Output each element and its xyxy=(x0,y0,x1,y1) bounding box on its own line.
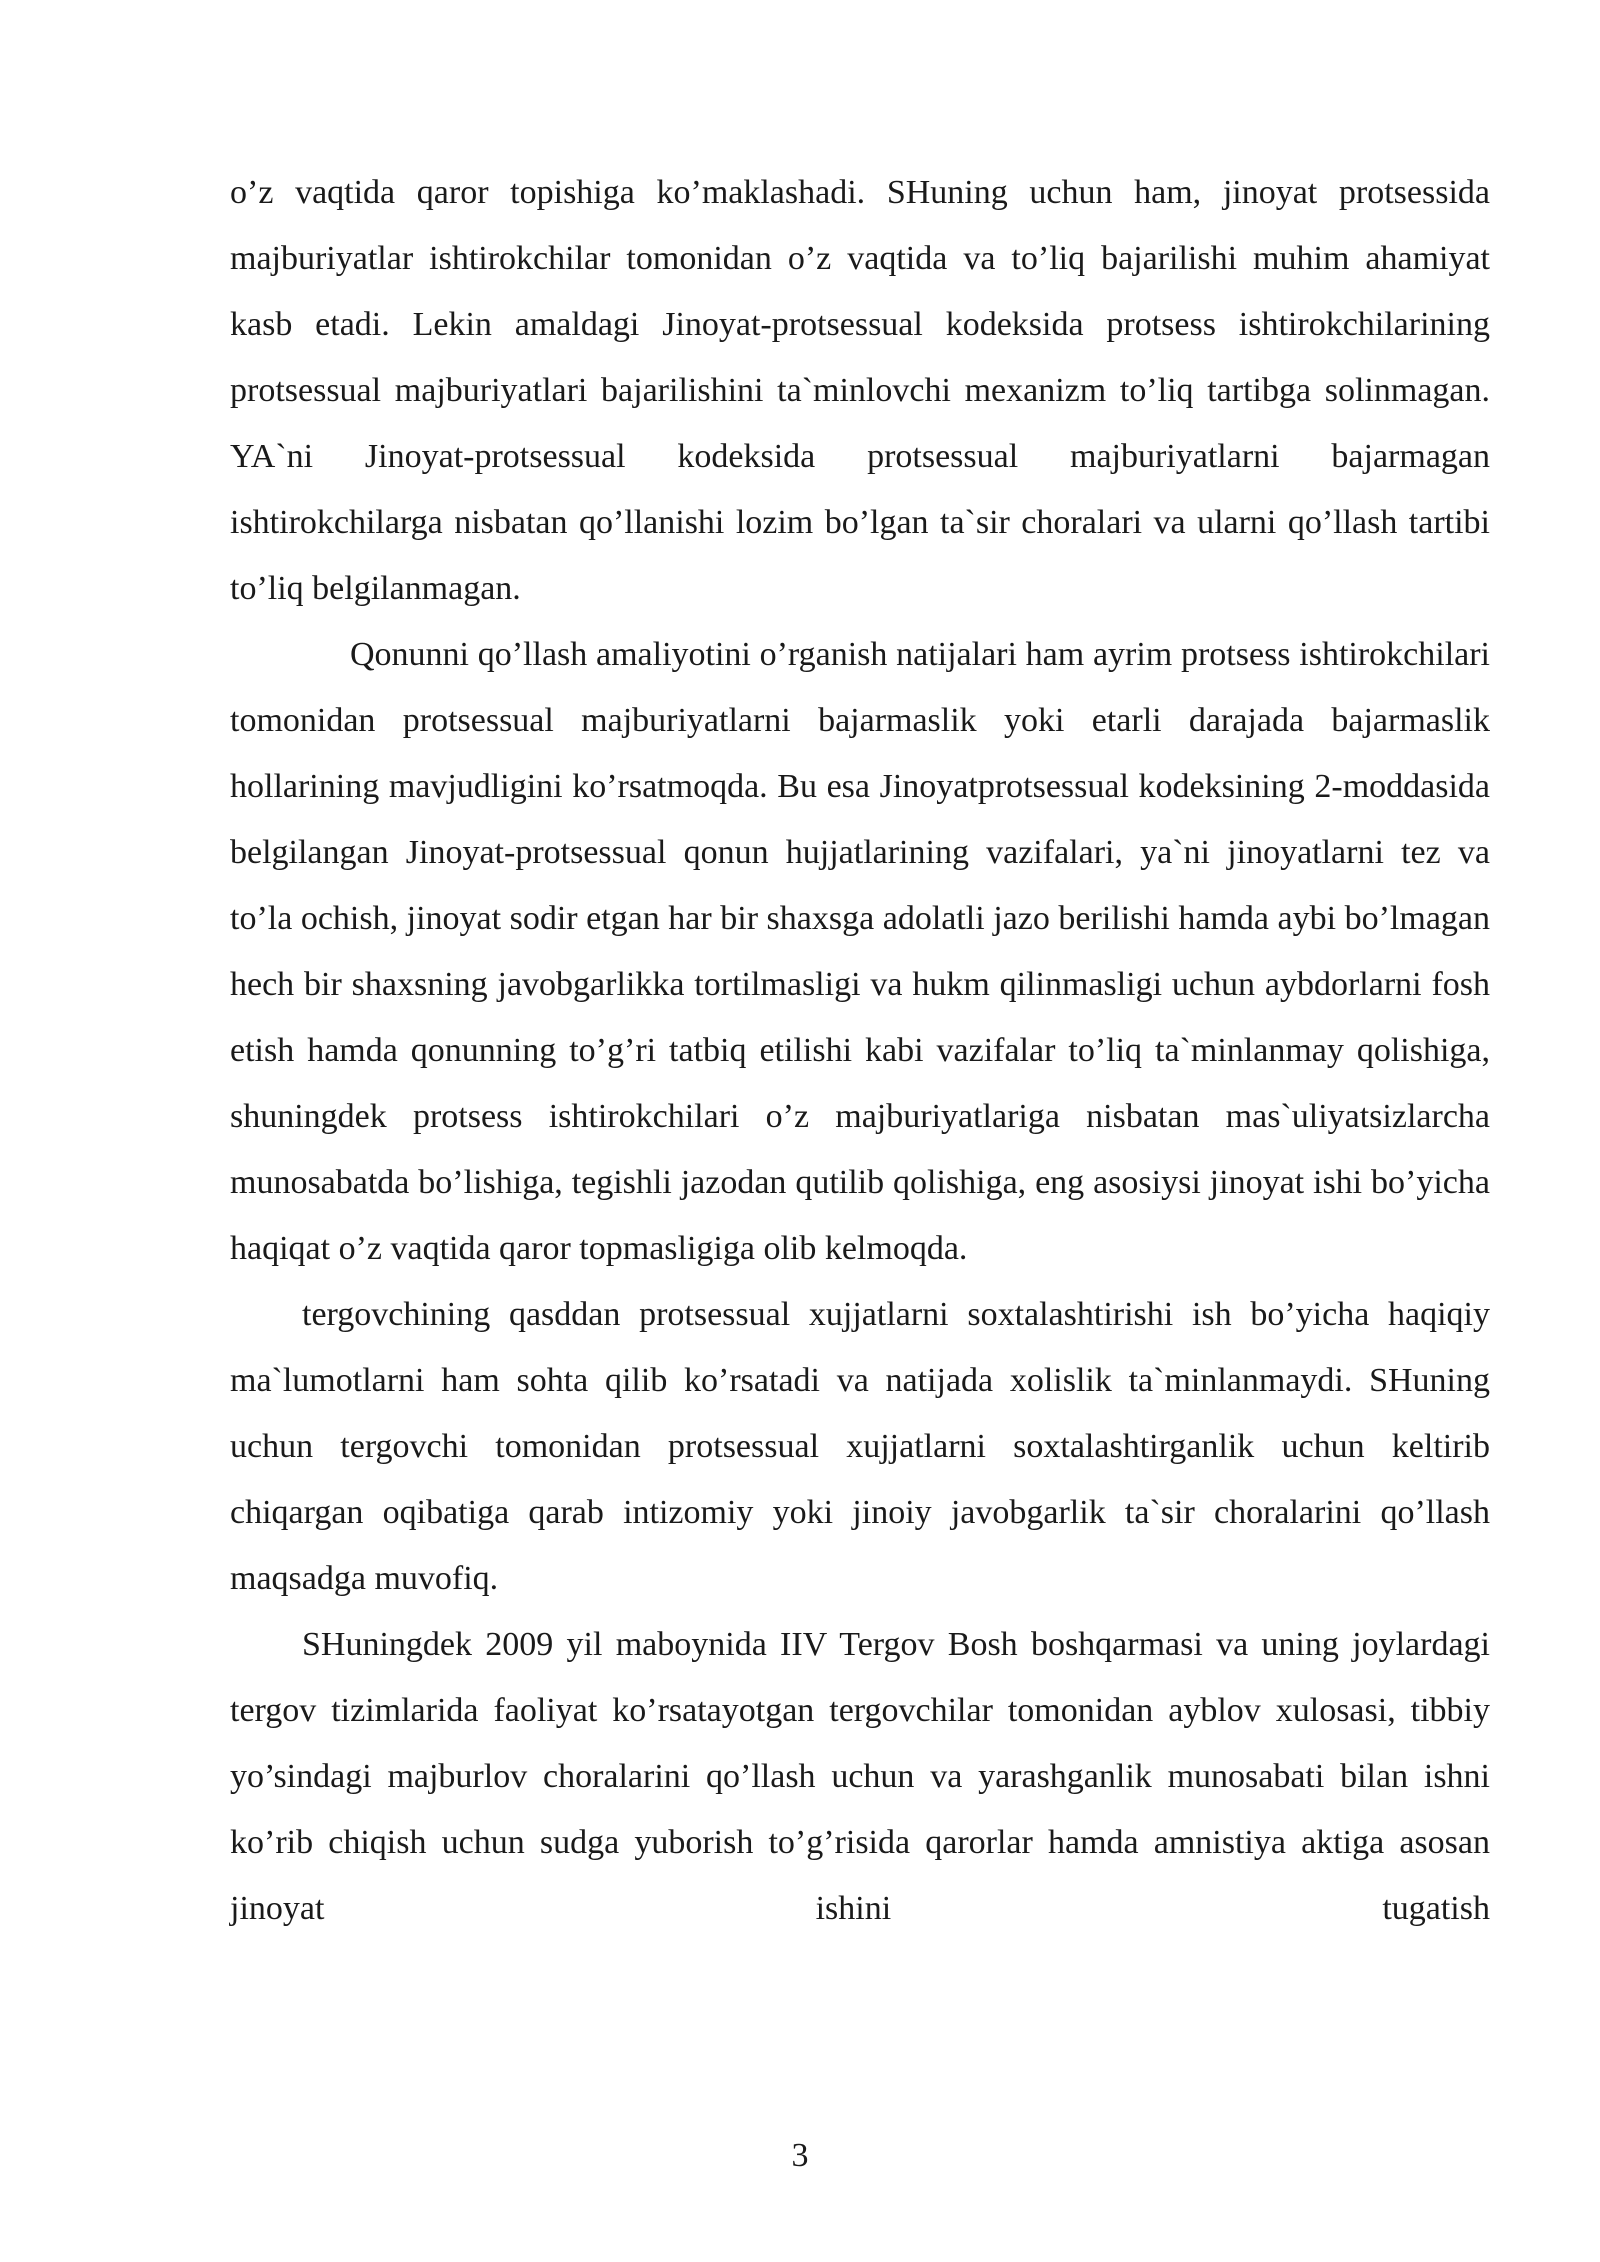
page-number: 3 xyxy=(791,2137,809,2174)
paragraph-2: Qonunni qo’llash amaliyotini o’rganish natijalari ham ayrim protsess ishtirokchilari tomonidan protsessual majburiyatlarni bajarmaslik yoki etarli darajada bajarmaslik hollarining mavjudligini ko’rsatmoqda. Bu esa Jinoyatprotsessual kodeksining 2-moddasida belgilangan Jinoyat-protsessual qonun hujjatlarining vazifalari, ya`ni jinoyatlarni tez va to’la ochish, jinoyat sodir etgan har bir shaxsga adolatli jazo berilishi hamda aybi bo’lmagan hech bir shaxsning javobgarlikka tortilmasligi va hukm qilinmasligi uchun aybdorlarni fosh etish hamda qonunning to’g’ri tatbiq etilishi kabi vazifalar to’liq ta`minlanmay qolishiga, shuningdek protsess ishtirokchilari o’z majburiyatlariga nisbatan mas`uliyatsizlarcha munosabatda bo’lishiga, tegishli jazodan qutilib qolishiga, eng asosiysi jinoyat ishi bo’yicha haqiqat o’z vaqtida qaror topmasligiga olib kelmoqda. xyxy=(230,636,1490,1267)
document-page xyxy=(230,160,1490,1942)
paragraph-1: o’z vaqtida qaror topishiga ko’maklashadi. SHuning uchun ham, jinoyat protsessida majburiyatlar ishtirokchilar tomonidan o’z vaqtida va to’liq bajarilishi muhim ahamiyat kasb etadi. Lekin amaldagi Jinoyat-protsessual kodeksida protsess ishtirokchilarining protsessual majburiyatlari bajarilishini ta`minlovchi mexanizm to’liq tartibga solinmagan. YA`ni Jinoyat-protsessual kodeksida protsessual majburiyatlarni bajarmagan ishtirokchilarga nisbatan qo’llanishi lozim bo’lgan ta`sir choralari va ularni qo’llash tartibi to’liq belgilanmagan. xyxy=(230,174,1490,607)
paragraph-4: SHuningdek 2009 yil maboynida IIV Tergov Bosh boshqarmasi va uning joylardagi tergov tizimlarida faoliyat ko’rsatayotgan tergovchilar tomonidan ayblov xulosasi, tibbiy yo’sindagi majburlov choralarini qo’llash uchun va yarashganlik munosabati bilan ishni ko’rib chiqish uchun sudga yuborish to’g’risida qarorlar hamda amnistiya aktiga asosan jinoyat ishini tugatish xyxy=(230,1626,1490,1927)
paragraph-3: tergovchining qasddan protsessual xujjatlarni soxtalashtirishi ish bo’yicha haqiqiy ma`lumotlarni ham sohta qilib ko’rsatadi va natijada xolislik ta`minlanmaydi. SHuning uchun tergovchi tomonidan protsessual xujjatlarni soxtalashtirganlik uchun keltirib chiqargan oqibatiga qarab intizomiy yoki jinoiy javobgarlik ta`sir choralarini qo’llash maqsadga muvofiq. xyxy=(230,1296,1490,1597)
